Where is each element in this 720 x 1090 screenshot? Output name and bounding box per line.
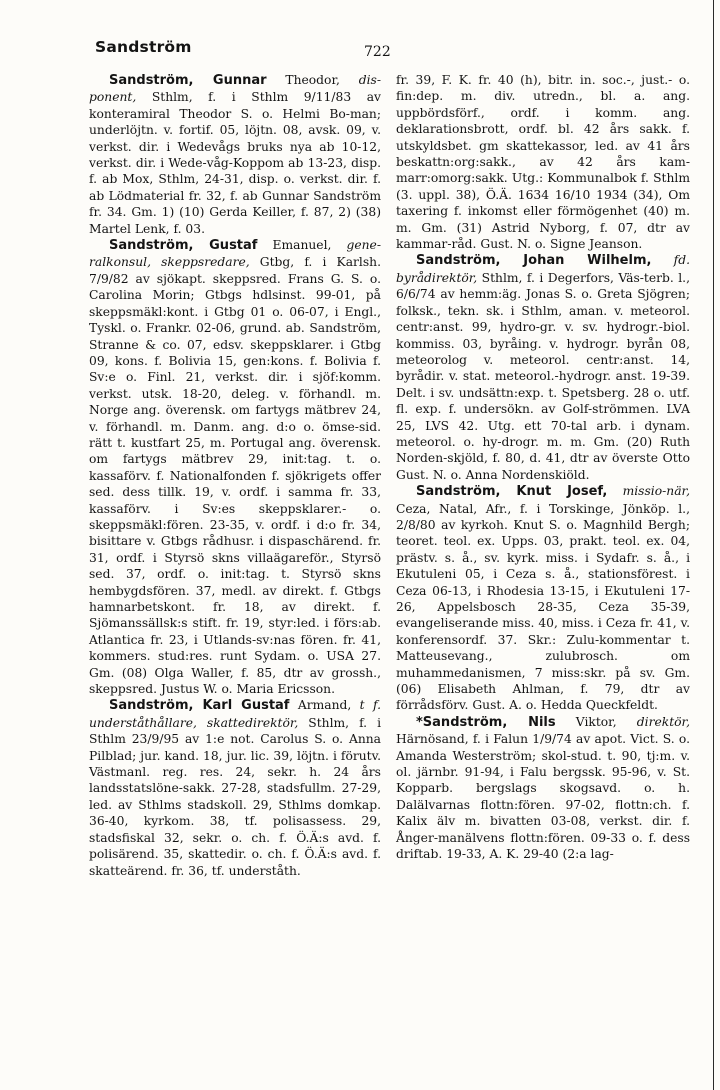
entry-title: t f. underståthållare, skattedirektör,: [89, 698, 381, 730]
entry-name: Sandström, Gunnar: [109, 73, 267, 88]
entry-name: *Sandström, Nils: [416, 714, 556, 730]
entry-title: gene-ralkonsul, skeppsredare,: [89, 238, 381, 270]
entry-name: Sandström, Karl Gustaf: [109, 698, 290, 714]
entry-body: Härnösand, f. i Falun 1/9/74 av apot. Vict. S. o. Amanda Westerström; skol-stud. t. 90, tj:m. v. ol. järnbr. 91-94, i Falu bergssk. 95-96, v. St. Kopparb. bergslags skogsavd. o. h. Dalälvarnas flottn:fören. 97-02, flottn:ch. f. Kalix älv m. bivatten 03-08, verkst. dir. f. Ånger-manälvens flottn:fören. 09-33 o. f. dess driftab. 19-33, A. K. 29-40 (2:a lag-: [396, 732, 690, 862]
entry-body: Sthlm, f. i Sthlm 23/9/95 av 1:e not. Carolus S. o. Anna Pilblad; jur. kand. 18, jur. lic. 39, löjtn. i förutv. Västmanl. reg. res. 24, sekr. h. 24 års landsstatslöne-sakk. 27-28, stadsfullm. 27-29, led. av Sthlms stadskoll. 29, Sthlms domkap. 36-40, kyrkom. 38, tf. polisassess. 29, stadsfiskal 32, sekr. o. ch. f. Ö.Ä:s avd. f. polisärend. 35, skattedir. o. ch. f. Ö.Ä:s avd. f. skatteärend. fr. 36, tf. underståth.: [89, 715, 381, 878]
entry-given-names: Viktor,: [555, 714, 637, 729]
entry-given-names: Theodor,: [266, 73, 359, 87]
left-column: [89, 72, 381, 879]
entry-body: Sthlm, f. i Sthlm 9/11/83 av konteramiral Theodor S. o. Helmi Bo-man; underlöjtn. v. fortif. 05, löjtn. 08, avsk. 09, v. verkst. dir. i Wedevågs bruks nya ab 10-12, verkst. dir. i Wede-våg-Koppom ab 13-23, disp. f. ab Mox, Sthlm, 24-31, disp. o. verkst. dir. f. ab Lödmaterial fr. 32, f. ab Gunnar Sandström fr. 34. Gm. 1) (10) Gerda Keiller, f. 87, 2) (38) Martel Lenk, f. 03.: [89, 90, 381, 236]
entry-given-names: [607, 484, 622, 498]
entry-title: dis-ponent,: [89, 73, 381, 105]
running-head: Sandström: [95, 38, 192, 56]
entry-nils-sandstrom: [396, 714, 690, 863]
entry-gustaf-sandstrom: [89, 237, 381, 697]
entry-knut-josef-sandstrom: [396, 483, 690, 714]
entry-body: Gtbg, f. i Karlsh. 7/9/82 av sjökapt. skeppsred. Frans G. S. o. Carolina Morin; Gtbgs hdlsinst. 99-01, på skeppsmäkl:kont. i Gtbg 01 o. 06-07, i Engl., Tyskl. o. Frankr. 02-06, grund. ab. Sandström, Stranne & co. 07, edsv. skeppsklarer. i Gtbg 09, kons. f. Bolivia 15, gen:kons. f. Bolivia f. Sv:e o. Finl. 21, verkst. dir. i sjöf:komm. verkst. utsk. 18-20, deleg. v. förhandl. m. Norge ang. överensk. om fartygs mätbrev 24, v. förhandl. m. Danm. ang. d:o o. ömse-sid. rätt t. kustfart 25, m. Portugal ang. överensk. om fartygs mätbrev 29, init:tag. t. o. kassaförv. f. Nationalfonden f. sjökrigets offer sed. dess tillk. 19, v. ordf. i samma fr. 33, kassaförv. i Sv:es skeppsklarer.- o. skeppsmäkl:fören. 23-35, v. ordf. i d:o fr. 34, bisittare v. Gtbgs rådhusr. i dispaschärend. fr. 31, ordf. i Styrsö skns villaägareför., Styrsö sed. 37, ordf. o. init:tag. t. Styrsö skns hembygdsfören. 37, medl. av direkt. f. Gtbgs hamnarbetskont. fr. 18, av direkt. f. Sjömanssällsk:s stift. fr. 19, styr:led. i förs:ab. Atlantica fr. 23, i Utlands-sv:nas fören. fr. 41, kommers. stud:res. runt Sydam. o. USA 27. Gm. (08) Olga Waller, f. 85, dtr av grossh., skeppsred. Justus W. o. Maria Ericsson.: [89, 255, 381, 697]
entry-title: missio-när,: [622, 484, 690, 499]
entry-given-names: Armand,: [289, 698, 360, 713]
right-column: [396, 72, 690, 863]
entry-gunnar-sandstrom: [89, 72, 381, 237]
entry-body: fr. 39, F. K. fr. 40 (h), bitr. in. soc.-, just.- o. fin:dep. m. div. utredn., bl. a. ang. uppbördsförf., ordf. i komm. ang. deklarationsbrott, ordf. bl. 42 års sakk. f. utskyldsbet. gm skattekassor, led. av 41 års beskattn:org:sakk., av 42 års kam-marr:omorg:sakk. Utg.: Kommunalbok f. Sthlm (3. uppl. 38), Ö.Ä. 1634 16/10 1934 (34), Om taxering f. inkomst eller förmögenhet (40) m. m. Gm. (31) Astrid Nyborg, f. 07, dtr av kammar-råd. Gust. N. o. Signe Jeanson.: [396, 73, 690, 252]
entry-body: Sthlm, f. i Degerfors, Väs-terb. l., 6/6/74 av hemm:äg. Jonas S. o. Greta Sjögren; folksk., tekn. sk. i Sthlm, aman. v. meteorol. centr:anst. 99, hydro-gr. v. sv. hydrogr.-biol. kommiss. 03, byråing. v. hydrogr. byrån 08, meteorolog v. meteorol. centr:anst. 14, byrådir. v. stat. meteorol.-hydrogr. anst. 19-39. Delt. i sv. undsättn:exp. t. Spetsberg. 28 o. utf. fl. exp. f. undersökn. av Golf-strömmen. LVA 25, LVS 42. Utg. ett 70-tal arb. i dynam. meteorol. o. hy-drogr. m. m. Gm. (20) Ruth Norden-skjöld, f. 80, d. 41, dtr av överste Otto Gust. N. o. Anna Nordenskiöld.: [396, 270, 690, 482]
entry-given-names: Emanuel,: [257, 238, 347, 253]
page-number: 722: [364, 44, 391, 60]
entry-body: Ceza, Natal, Afr., f. i Torskinge, Jönköp. l., 2/8/80 av kyrkoh. Knut S. o. Magnhild Bergh; teoret. teol. ex. Upps. 03, prakt. teol. ex. 04, prästv. s. å., sv. kyrk. miss. i Sydafr. s. å., i Ekutuleni 05, i Ceza s. å., stationsförest. i Ceza 06-13, i Rhodesia 13-15, i Ekutuleni 17-26, Appelsbosch 28-35, Ceza 35-39, evangeliserande miss. 40, miss. i Ceza fr. 41, v. konferensordf. 37. Skr.: Zulu-kommentar t. Matteusevang., zulubrosch. om muhammedanismen, 7 miss:skr. på sv. Gm. (06) Elisabeth Ahlman, f. 79, dtr av förrådsförv. Gust. A. o. Hedda Queckfeldt.: [396, 501, 690, 713]
entry-continuation: [396, 72, 690, 252]
page-edge-line: [713, 0, 714, 1090]
entry-name: Sandström, Knut Josef,: [416, 484, 608, 500]
entry-johan-wilhelm-sandstrom: [396, 252, 690, 483]
entry-name: Sandström, Gustaf: [109, 238, 258, 254]
entry-name: Sandström, Johan Wilhelm,: [416, 253, 652, 269]
entry-title: direktör,: [636, 714, 690, 729]
entry-given-names: [651, 253, 673, 267]
entry-title: fd. byrådirektör,: [396, 253, 690, 285]
entry-karl-gustaf-sandstrom: [89, 697, 381, 878]
